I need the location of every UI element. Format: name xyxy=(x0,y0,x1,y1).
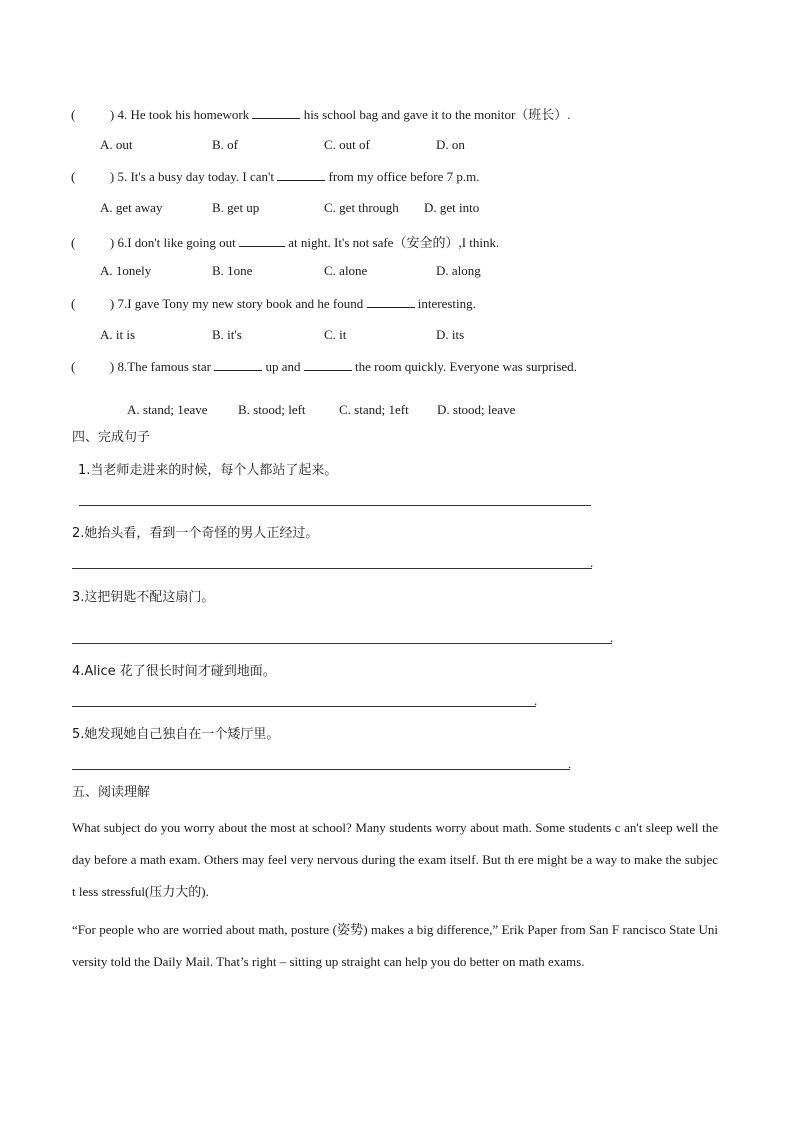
question-6 xyxy=(71,232,499,251)
answer-paren-close: ) xyxy=(109,107,115,122)
fill-blank[interactable] xyxy=(277,168,325,181)
option-b: B. 1one xyxy=(212,263,253,278)
translation-item-2: 2.她抬头看，看到一个奇怪的男人正经过。 xyxy=(72,526,319,541)
translation-item-3: 3.这把钥匙不配这扇门。 xyxy=(72,590,215,605)
answer-paren-open: ( xyxy=(71,296,76,311)
question-7 xyxy=(71,295,476,312)
reading-paragraph-1: What subject do you worry about the most at school? Many students worry about math. Some students c an't sleep well the day before a math exam. Others may feel very nervous during the exam itself. But th ere might be a way to make the subject less stressful(压力大的). xyxy=(72,820,718,899)
option-a: A. get away xyxy=(100,200,163,215)
answer-paren-open: ( xyxy=(71,169,76,184)
option-c: C. get through xyxy=(324,200,399,215)
answer-paren-close: ) xyxy=(109,296,115,311)
answer-paren-close: ) xyxy=(109,169,115,184)
option-c: C. out of xyxy=(324,137,370,152)
answer-paren-open: ( xyxy=(71,359,76,374)
question-5 xyxy=(71,168,480,185)
answer-line-3[interactable] xyxy=(72,643,612,644)
fill-blank[interactable] xyxy=(239,234,285,247)
option-d: D. its xyxy=(436,327,465,342)
translation-item-1: 1.当老师走进来的时候，每个人都站了起来。 xyxy=(78,463,338,478)
question-stem-b: interesting. xyxy=(417,296,476,311)
option-d: D. on xyxy=(436,137,465,152)
question-stem-b: the room quickly. Everyone was surprised. xyxy=(354,359,577,374)
answer-line-1[interactable] xyxy=(79,505,591,506)
answer-paren-open: ( xyxy=(71,107,76,122)
question-stem-a: 6.I don't like going out xyxy=(117,235,236,250)
fill-blank[interactable] xyxy=(367,295,415,308)
question-stem-a: 7.I gave Tony my new story book and he found xyxy=(117,296,364,311)
option-c: C. alone xyxy=(324,263,368,278)
question-8 xyxy=(71,358,577,375)
line-end-period: . xyxy=(534,693,538,708)
option-d: D. stood; leave xyxy=(437,402,516,417)
translation-item-5: 5.她发现她自己独自在一个矮厅里。 xyxy=(72,727,280,742)
fill-blank[interactable] xyxy=(304,358,352,371)
option-d: D. along xyxy=(436,263,481,278)
answer-line-4[interactable] xyxy=(72,706,536,707)
reading-paragraph-2: “For people who are worried about math, posture (姿势) makes a big difference,” Erik Paper from San F rancisco State University told the Daily Mail. That’s right – sitting up straight can help you do better on math exams. xyxy=(72,922,718,969)
option-a: A. 1onely xyxy=(100,263,152,278)
option-a: A. it is xyxy=(100,327,136,342)
question-stem-a: 4. He took his homework xyxy=(117,107,250,122)
answer-line-5[interactable] xyxy=(72,769,570,770)
option-a: A. stand; 1eave xyxy=(127,402,208,417)
line-end-period: . xyxy=(568,756,572,771)
section-4-title: 四、完成句子 xyxy=(72,430,151,445)
line-end-period: . xyxy=(590,555,594,570)
question-stem-b: at night. It's not safe（安全的）,I think. xyxy=(288,235,500,250)
answer-line-2[interactable] xyxy=(72,568,592,569)
option-b: B. get up xyxy=(212,200,260,215)
question-stem-b: his school bag and gave it to the monitor（班长）. xyxy=(303,107,571,122)
line-end-period: . xyxy=(610,630,614,645)
option-a: A. out xyxy=(100,137,133,152)
question-stem-a: 8.The famous star xyxy=(117,359,211,374)
option-b: B. of xyxy=(212,137,238,152)
option-b: B. it's xyxy=(212,327,242,342)
fill-blank[interactable] xyxy=(214,358,262,371)
question-stem-a: 5. It's a busy day today. I can't xyxy=(117,169,274,184)
question-4 xyxy=(71,104,571,123)
question-stem-mid: up and xyxy=(265,359,301,374)
answer-paren-close: ) xyxy=(109,235,115,250)
answer-paren-close: ) xyxy=(109,359,115,374)
translation-item-4: 4.Alice 花了很长时间才碰到地面。 xyxy=(72,664,276,679)
option-c: C. stand; 1eft xyxy=(339,402,409,417)
option-c: C. it xyxy=(324,327,347,342)
section-5-title: 五、阅读理解 xyxy=(72,785,151,800)
answer-paren-open: ( xyxy=(71,235,76,250)
option-b: B. stood; left xyxy=(238,402,306,417)
question-stem-b: from my office before 7 p.m. xyxy=(328,169,480,184)
option-d: D. get into xyxy=(424,200,480,215)
fill-blank[interactable] xyxy=(252,106,300,119)
